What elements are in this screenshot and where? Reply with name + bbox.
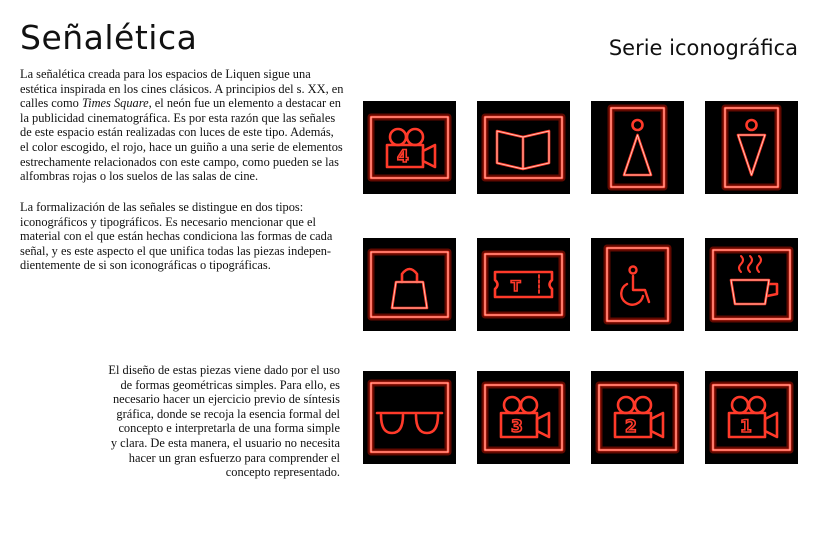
woman-icon (705, 101, 798, 194)
section-subtitle: Serie iconográfica (608, 36, 798, 60)
tile-cinema-2 (591, 371, 684, 464)
formalization-paragraph (20, 200, 350, 273)
ticket-icon (477, 238, 570, 331)
cinema-number-3: 3 (511, 417, 523, 437)
cinema-3-icon (477, 371, 570, 464)
text-line: dientemente de si son iconográficas o tipográficas. (20, 258, 271, 273)
text-fragment: , el neón fue un elemento a destacar en (148, 96, 341, 111)
glasses-icon (363, 371, 456, 464)
tile-ticket (477, 238, 570, 331)
times-square-emphasis: Times Square (81, 96, 149, 111)
cinema-number-2: 2 (625, 417, 637, 437)
text-line: estrechamente relacionados con este campo, como pueden se las (20, 154, 339, 169)
intro-paragraph (20, 67, 350, 184)
tile-cinema-4 (363, 101, 456, 194)
ticket-letter: T (511, 279, 521, 295)
shopping-bag-icon (363, 238, 456, 331)
tile-woman (705, 101, 798, 194)
text-line: alfombras rojas o los suelos de las salas de cine. (20, 169, 259, 184)
wheelchair-icon (591, 238, 684, 331)
page-title: Señalética (20, 18, 198, 57)
tile-cinema-3 (477, 371, 570, 464)
text-line: de este espacio están realizadas con luces de este tipo. Además, (20, 125, 334, 140)
text-line: necesario hacer un ejercicio previo de síntesis (112, 392, 340, 407)
cinema-number-1: 1 (740, 417, 752, 437)
tile-cinema-1 (705, 371, 798, 464)
text-line: de formas geométricas simples. Para ello, es (120, 377, 340, 392)
text-line (20, 96, 350, 111)
text-line: concepto e interpretarla de una forma simple (118, 421, 340, 436)
cinema-number-4: 4 (397, 147, 409, 167)
tile-book (477, 101, 570, 194)
tile-shopping-bag (363, 238, 456, 331)
tile-wheelchair (591, 238, 684, 331)
book-icon (477, 101, 570, 194)
text-line: gráfica, donde se recoja la esencia formal del (116, 406, 340, 421)
text-fragment: calles como (20, 96, 82, 111)
text-line: iconográficos y tipográficos. Es necesario mencionar que el (20, 214, 316, 229)
text-line: material con el que están hechas condiciona las formas de cada (20, 229, 333, 244)
text-line: el color escogido, el rojo, hace un guiño a una serie de elementos (20, 139, 343, 154)
coffee-cup-icon (705, 238, 798, 331)
man-icon (591, 101, 684, 194)
cinema-2-icon (591, 371, 684, 464)
cinema-1-icon (705, 371, 798, 464)
text-line: y clara. De esta manera, el usuario no necesita (110, 435, 340, 450)
text-line: El diseño de estas piezas viene dado por el uso (108, 363, 340, 377)
text-line: señal, y es este aspecto el que unifica todas las piezas indepen- (20, 243, 332, 258)
text-line: estética inspirada en los cines clásicos. A principios del s. XX, en (20, 81, 344, 96)
cinema-4-icon (363, 101, 456, 194)
tile-glasses (363, 371, 456, 464)
text-line: concepto representado. (225, 465, 340, 480)
tile-coffee (705, 238, 798, 331)
design-paragraph (108, 363, 340, 480)
text-line: La formalización de las señales se distingue en dos tipos: (20, 200, 304, 214)
text-line: hacer un gran esfuerzo para comprender el (128, 450, 340, 465)
tile-man (591, 101, 684, 194)
text-line: la publicidad cinematográfica. Es por esta razón que las señales (20, 110, 336, 125)
text-line: La señalética creada para los espacios de Liquen sigue una (20, 67, 311, 81)
